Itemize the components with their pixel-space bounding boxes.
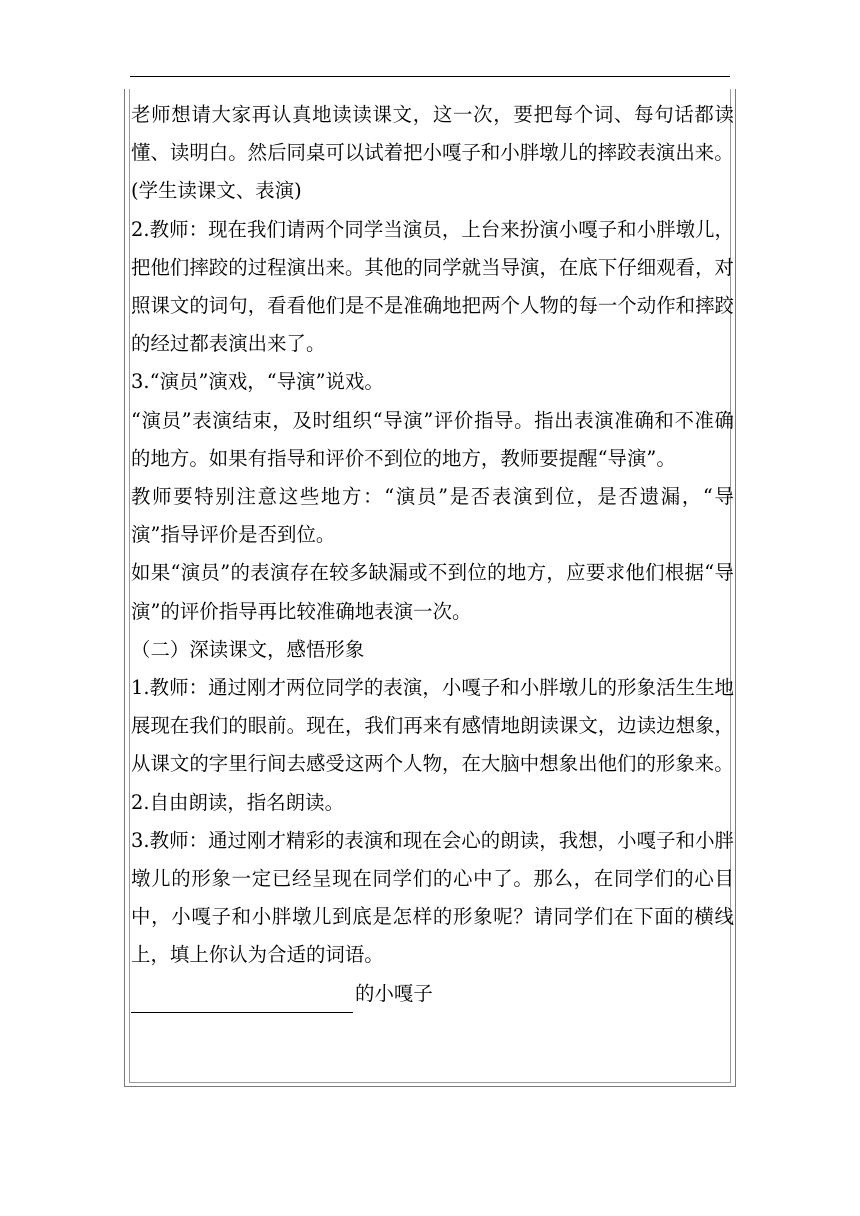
fill-in-suffix: 的小嘎子 [355,981,433,1005]
paragraph-director-evaluation: “演员”表演结束，及时组织“导演”评价指导。指出表演准确和不准确的地方。如果有指导和评价不到位的地方，教师要提醒“导演”。 [131,408,734,470]
paragraph-read-again: 老师想请大家再认真地读读课文，这一次，要把每个词、每句话都读懂、读明白。然后同桌可以试着把小嘎子和小胖墩儿的摔跤表演出来。 [131,103,734,165]
paragraph-deep-step-2: 2.自由朗读，指名朗读。 [131,790,345,814]
header-rule [130,76,730,77]
paragraph-student-activity: (学生读课文、表演) [131,179,302,203]
section-heading-deep-reading: （二）深读课文，感悟形象 [131,637,365,661]
lesson-content [131,96,734,1013]
fill-in-line [131,975,734,1013]
paragraph-step-2-actors: 2.教师：现在我们请两个同学当演员，上台来扮演小嘎子和小胖墩儿，把他们摔跤的过程演出来。其他的同学就当导演，在底下仔细观看，对照课文的词句，看看他们是不是准确地把两个人物的每一个动作和摔跤的经过都表演出来了。 [131,217,734,356]
paragraph-step-3-heading: 3.“演员”演戏，“导演”说戏。 [131,370,384,394]
paragraph-deep-step-1: 1.教师：通过刚才两位同学的表演，小嘎子和小胖墩儿的形象活生生地展现在我们的眼前。现在，我们再来有感情地朗读课文，边读边想象，从课文的字里行间去感受这两个人物，在大脑中想象出他们的形象来。 [131,676,734,776]
paragraph-teacher-attention: 教师要特别注意这些地方：“演员”是否表演到位，是否遗漏，“导演”指导评价是否到位。 [131,485,734,547]
paragraph-deep-step-3: 3.教师：通过刚才精彩的表演和现在会心的朗读，我想，小嘎子和小胖墩儿的形象一定已经呈现在同学们的心中了。那么，在同学们的心目中，小嘎子和小胖墩儿到底是怎样的形象呢？请同学们在下面的横线上，填上你认为合适的词语。 [131,828,734,967]
paragraph-re-perform: 如果“演员”的表演存在较多缺漏或不到位的地方，应要求他们根据“导演”的评价指导再比较准确地表演一次。 [131,561,734,623]
fill-in-blank[interactable] [131,984,353,1013]
